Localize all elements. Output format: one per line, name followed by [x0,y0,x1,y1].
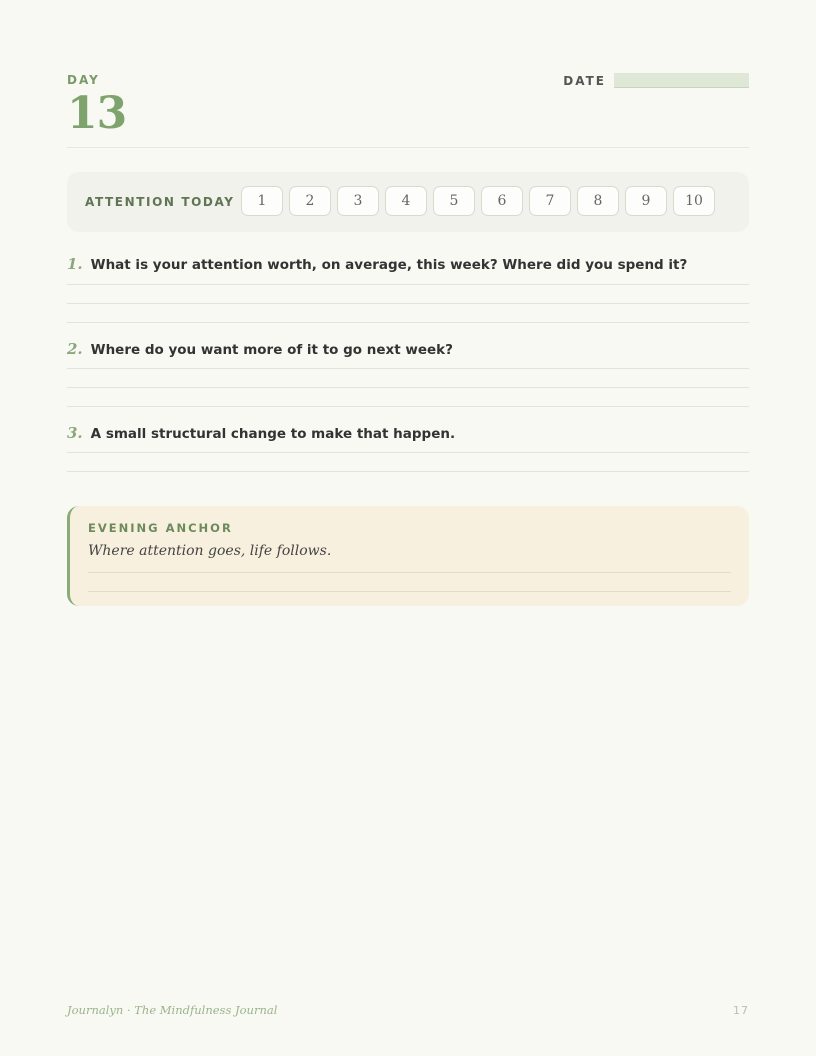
page-number: 17 [733,1004,749,1017]
header-divider [67,147,749,148]
question-2 [67,340,749,358]
answer-line[interactable] [67,406,749,407]
evening-anchor-card [67,506,749,606]
attention-label: ATTENTION TODAY [85,195,235,209]
anchor-answer-line[interactable] [88,591,731,592]
date-field[interactable] [614,73,749,88]
question-text: A small structural change to make that happen. [90,426,456,442]
question-text: Where do you want more of it to go next week? [90,342,453,358]
day-number: 13 [67,88,127,139]
question-number: 1. [67,255,83,273]
answer-line[interactable] [67,452,749,453]
anchor-answer-line[interactable] [88,572,731,573]
question-number: 3. [67,424,83,442]
anchor-label: EVENING ANCHOR [88,521,233,535]
answer-line[interactable] [67,368,749,369]
rating-option-8[interactable]: 8 [577,186,619,216]
answer-line[interactable] [67,322,749,323]
answer-line[interactable] [67,387,749,388]
attention-rating [67,172,749,232]
rating-option-10[interactable]: 10 [673,186,715,216]
rating-option-6[interactable]: 6 [481,186,523,216]
question-text: What is your attention worth, on average, this week? Where did you spend it? [90,257,688,273]
footer-title: Journalyn · The Mindfulness Journal [67,1003,278,1017]
answer-line[interactable] [67,303,749,304]
rating-option-4[interactable]: 4 [385,186,427,216]
date-section [563,73,749,88]
rating-option-1[interactable]: 1 [241,186,283,216]
rating-option-5[interactable]: 5 [433,186,475,216]
question-1 [67,255,749,273]
answer-line[interactable] [67,471,749,472]
day-label: DAY [67,73,100,87]
question-number: 2. [67,340,83,358]
rating-option-9[interactable]: 9 [625,186,667,216]
rating-option-7[interactable]: 7 [529,186,571,216]
rating-option-2[interactable]: 2 [289,186,331,216]
question-3 [67,424,749,442]
answer-line[interactable] [67,284,749,285]
date-label: DATE [563,73,606,88]
attention-scale [241,186,715,216]
journal-page [67,0,749,1056]
anchor-quote: Where attention goes, life follows. [88,543,332,559]
rating-option-3[interactable]: 3 [337,186,379,216]
